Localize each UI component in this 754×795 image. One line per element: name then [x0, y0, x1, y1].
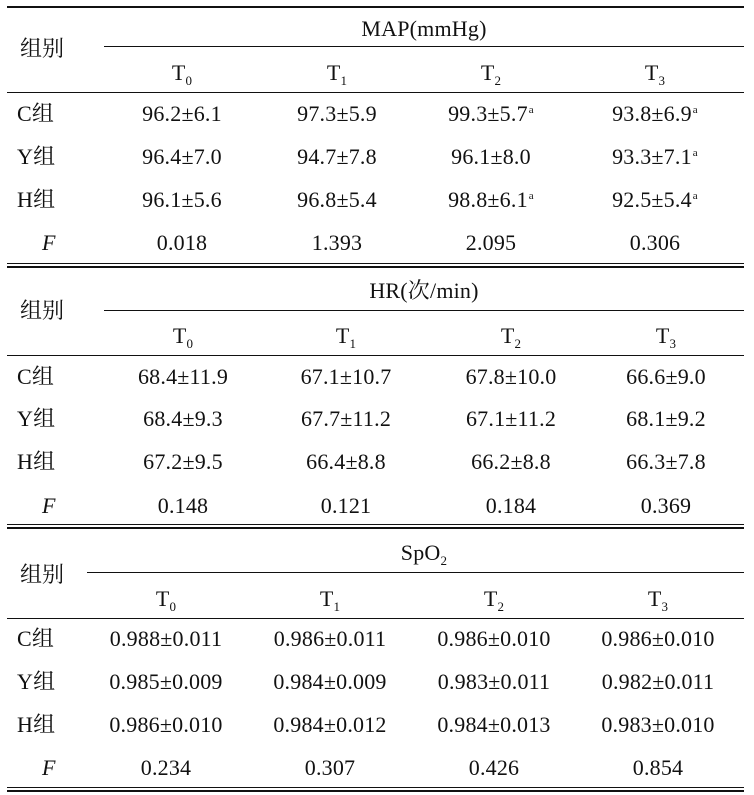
- group-column-header: 组别: [20, 298, 65, 323]
- data-cell: 92.5±5.4$^a$: [612, 187, 698, 212]
- section-separator-rule: [7, 790, 744, 792]
- data-cell: 93.8±6.9$^a$: [612, 101, 698, 126]
- data-cell: 0.234: [140, 755, 192, 780]
- data-cell: 0.984±0.009: [273, 669, 387, 694]
- data-cell: 68.4±9.3: [143, 406, 223, 431]
- header-bottom-rule: [7, 355, 744, 356]
- data-cell: 96.2±6.1: [142, 101, 222, 126]
- group-column-header: 组别: [20, 36, 65, 61]
- row-group-label: H组: [17, 712, 56, 737]
- section-separator-rule: [7, 787, 744, 788]
- subscript: 0: [169, 599, 177, 614]
- row-group-label: C组: [17, 101, 55, 126]
- data-cell: 0.018: [156, 230, 208, 255]
- row-group-label: Y组: [17, 406, 56, 431]
- section-separator-rule: [7, 263, 744, 264]
- data-cell: 96.1±8.0: [451, 144, 531, 169]
- data-cell: 68.1±9.2: [626, 406, 706, 431]
- section-separator-rule: [7, 524, 744, 525]
- time-header-3: $T_3$: [644, 60, 666, 88]
- data-cell: 0.184: [485, 493, 537, 518]
- row-group-label: C组: [17, 626, 55, 651]
- time-header-2: $T_2$: [483, 586, 505, 614]
- section-title: MAP(mmHg): [361, 16, 487, 41]
- subscript: 2: [494, 73, 502, 88]
- data-cell: 0.369: [640, 493, 692, 518]
- row-group-label: F: [42, 755, 56, 780]
- data-cell: 0.986±0.011: [273, 626, 387, 651]
- header-sub-rule: [104, 310, 744, 311]
- header-sub-rule: [104, 46, 744, 47]
- subscript: 3: [661, 599, 669, 614]
- data-cell: 0.854: [632, 755, 684, 780]
- section-separator-rule: [7, 266, 744, 268]
- time-header-0: $T_0$: [171, 60, 193, 88]
- data-cell: 96.1±5.6: [142, 187, 222, 212]
- subscript: 1: [333, 599, 341, 614]
- group-column-header: 组别: [20, 562, 65, 587]
- data-cell: 66.4±8.8: [306, 449, 386, 474]
- data-cell: 66.6±9.0: [626, 364, 706, 389]
- data-cell: 68.4±11.9: [137, 364, 229, 389]
- subscript: 1: [349, 336, 357, 351]
- data-cell: 99.3±5.7$^a$: [448, 101, 534, 126]
- time-header-1: $T_1$: [319, 586, 341, 614]
- data-cell: 67.1±11.2: [465, 406, 557, 431]
- data-cell: 0.148: [157, 493, 209, 518]
- header-bottom-rule: [7, 92, 744, 93]
- data-cell: 0.984±0.012: [273, 712, 387, 737]
- data-cell: 0.988±0.011: [109, 626, 223, 651]
- data-cell: 0.986±0.010: [601, 626, 715, 651]
- subscript: 2: [514, 336, 522, 351]
- row-group-label: F: [42, 230, 56, 255]
- data-cell: 1.393: [311, 230, 363, 255]
- data-cell: 0.986±0.010: [109, 712, 223, 737]
- data-cell: 96.4±7.0: [142, 144, 222, 169]
- header-sub-rule: [87, 572, 744, 573]
- significance-marker: a: [692, 104, 698, 116]
- row-group-label: H组: [17, 187, 56, 212]
- time-header-0: $T_0$: [155, 586, 177, 614]
- data-cell: 66.2±8.8: [471, 449, 551, 474]
- data-cell: 98.8±6.1$^a$: [448, 187, 534, 212]
- data-cell: 93.3±7.1$^a$: [612, 144, 698, 169]
- row-group-label: Y组: [17, 669, 56, 694]
- data-cell: 66.3±7.8: [626, 449, 706, 474]
- table-top-rule: [7, 6, 744, 8]
- section-separator-rule: [7, 527, 744, 529]
- significance-marker: a: [692, 147, 698, 159]
- section-title: SpO$_2$: [400, 540, 448, 568]
- data-cell: 0.307: [304, 755, 356, 780]
- data-cell: 94.7±7.8: [297, 144, 377, 169]
- data-cell: 0.984±0.013: [437, 712, 551, 737]
- row-group-label: Y组: [17, 144, 56, 169]
- significance-marker: a: [692, 190, 698, 202]
- data-cell: 0.983±0.010: [601, 712, 715, 737]
- time-header-1: $T_1$: [326, 60, 348, 88]
- header-bottom-rule: [7, 618, 744, 619]
- data-cell: 97.3±5.9: [297, 101, 377, 126]
- time-header-3: $T_3$: [647, 586, 669, 614]
- subscript: 0: [186, 336, 194, 351]
- time-header-0: $T_0$: [172, 323, 194, 351]
- subscript: 1: [340, 73, 348, 88]
- data-cell: 0.985±0.009: [109, 669, 223, 694]
- row-group-label: C组: [17, 364, 55, 389]
- data-cell: 67.1±10.7: [300, 364, 392, 389]
- time-header-1: $T_1$: [335, 323, 357, 351]
- subscript: 3: [658, 73, 666, 88]
- significance-marker: a: [528, 104, 534, 116]
- data-cell: 0.982±0.011: [601, 669, 715, 694]
- time-header-3: $T_3$: [655, 323, 677, 351]
- subscript: 2: [497, 599, 505, 614]
- data-cell: 0.306: [629, 230, 681, 255]
- time-header-2: $T_2$: [500, 323, 522, 351]
- row-group-label: F: [42, 493, 56, 518]
- significance-marker: a: [528, 190, 534, 202]
- data-cell: 67.8±10.0: [465, 364, 557, 389]
- data-cell: 67.2±9.5: [143, 449, 223, 474]
- row-group-label: H组: [17, 449, 56, 474]
- section-title: HR(次/min): [369, 278, 479, 303]
- data-cell: 0.121: [320, 493, 372, 518]
- data-cell: 0.986±0.010: [437, 626, 551, 651]
- subscript: 3: [669, 336, 677, 351]
- data-cell: 96.8±5.4: [297, 187, 377, 212]
- data-cell: 67.7±11.2: [300, 406, 392, 431]
- subscript: 2: [440, 553, 448, 568]
- data-cell: 2.095: [465, 230, 517, 255]
- data-cell: 0.983±0.011: [437, 669, 551, 694]
- time-header-2: $T_2$: [480, 60, 502, 88]
- data-cell: 0.426: [468, 755, 520, 780]
- subscript: 0: [185, 73, 193, 88]
